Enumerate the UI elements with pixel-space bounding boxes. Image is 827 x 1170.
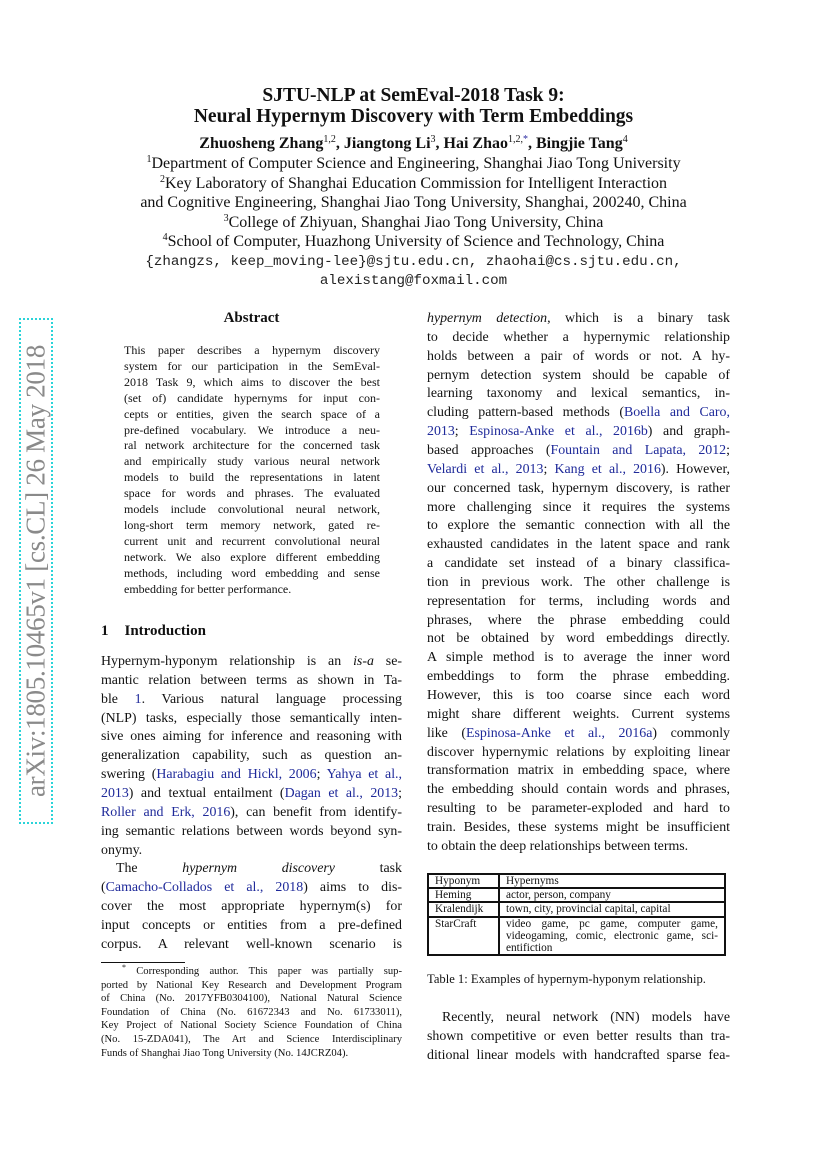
emphasis-text: is-a [353, 654, 374, 669]
citation-link[interactable]: Roller and Erk, 2016 [101, 804, 231, 820]
affiliation-marker: 2 [159, 174, 165, 185]
table-header-cell: Hyponym [428, 874, 499, 888]
body-text-line [427, 310, 730, 329]
table-cell-hyponym: StarCraft [428, 917, 499, 956]
citation-link[interactable]: Yahya et al., [326, 767, 402, 783]
paper-title-line-2: Neural Hypernym Discovery with Term Embeddings [193, 106, 634, 127]
text-run: ) aims to dis- [303, 880, 403, 896]
corresponding-author-marker[interactable]: * [523, 134, 528, 145]
text-run: (NLP) tasks, especially those semantically inten- [101, 710, 402, 726]
citation-link[interactable]: Espinosa-Anke et al., 2016b [469, 424, 648, 440]
body-text-line [101, 898, 402, 917]
table-header-cell: Hypernyms [499, 874, 725, 888]
affiliation-text: Key Laboratory of Shanghai Education Commission for Intelligent Interaction [164, 175, 668, 192]
footnote-line: of China (No. 2017YFB0304100), National Natural Science [101, 993, 402, 1005]
abstract-line: system for our participation in the SemEval- [124, 358, 380, 373]
body-text-line [427, 762, 730, 781]
body-text-line [427, 630, 730, 649]
body-text-line [101, 804, 402, 823]
author-list [0, 135, 827, 153]
text-run: to decide whether a hypernymic relationship [427, 329, 730, 345]
body-text-line [427, 706, 730, 725]
section-title: Introduction [124, 623, 206, 639]
body-text-line [427, 499, 730, 518]
abstract-line: long-short term memory network, gated re- [124, 517, 380, 532]
body-text-line [427, 668, 730, 687]
text-run: The [116, 861, 183, 877]
affiliation-line [0, 214, 827, 232]
emphasis-text: hypernym detection [427, 311, 548, 326]
affiliation-text: School of Computer, Huazhong University of Science and Technology, China [167, 233, 665, 250]
abstract-line: space for words and phrases. The evaluated [124, 486, 380, 501]
text-run: ( [101, 880, 106, 896]
body-text-line [427, 687, 730, 706]
text-run: ing semantic relations between words beyond syn- [101, 823, 402, 839]
affiliation-marker: 4 [162, 232, 168, 243]
text-run: exhausted candidates in the latent space and rank [427, 537, 730, 553]
text-run: Hypernym-hyponym relationship is an [101, 654, 354, 669]
citation-link[interactable]: Harabagiu and Hickl, 2006 [156, 767, 317, 783]
email-line-1: {zhangzs, keep_moving-lee}@sjtu.edu.cn, zhaohai@cs.sjtu.edu.cn, [145, 254, 682, 270]
table-row [428, 888, 725, 902]
text-run: transformation matrix in embedding space, where [427, 763, 730, 779]
text-run: like ( [427, 725, 466, 741]
body-text-line [427, 819, 730, 838]
author-separator: , [435, 135, 444, 152]
text-run: phrases, where the phrase embedding could [427, 612, 730, 628]
body-text-line [101, 860, 402, 879]
affiliation-line [0, 194, 827, 212]
text-run: pernym detection system should be capable of [427, 367, 730, 383]
text-run: A simple method is to average the inner word [427, 650, 730, 666]
affiliation-marker: 1 [146, 154, 152, 165]
body-text-line [427, 404, 730, 423]
body-text-line [427, 536, 730, 555]
text-run: se- [373, 654, 403, 669]
body-text-line [427, 649, 730, 668]
text-run: resulting to be parameter-exploded and hard to [427, 801, 730, 817]
table-row [428, 902, 725, 916]
body-text-line [427, 348, 730, 367]
text-run: ) commonly [652, 725, 730, 741]
body-text-line [427, 1028, 730, 1047]
text-run: sive ones aiming for inference and reasoning with [101, 729, 402, 745]
text-run: mantic relation between terms as shown in Ta- [101, 672, 402, 688]
abstract-line: cepts or entities, given the search space of a [124, 406, 380, 421]
table-cell-hypernyms-text: video game, pc game, computer game, videogaming, comic, electronic game, sci-entifiction [506, 917, 718, 955]
text-run [237, 861, 282, 876]
affiliation-line [0, 155, 827, 173]
footnote-text: Corresponding author. This paper was partially sup- [126, 966, 402, 977]
table-cell-hypernyms: town, city, provincial capital, capital [499, 902, 725, 916]
text-run: However, this is too coarse since each word [427, 688, 730, 703]
text-run: ditional linear models with handcrafted sparse fea- [427, 1047, 730, 1063]
text-run: ; [454, 424, 470, 440]
hypernym-table [427, 873, 726, 956]
author-affiliation-marker: 1,2,* [508, 134, 528, 145]
body-text-line [101, 917, 402, 936]
body-text-line [427, 838, 730, 857]
table-caption: Table 1: Examples of hypernym-hyponym relationship. [427, 972, 706, 986]
abstract-line: current unit and recurrent convolutional neural [124, 533, 380, 548]
body-text-line [427, 442, 730, 461]
body-text-line [427, 593, 730, 612]
body-text-line [101, 710, 402, 729]
text-run: a candidate set instead of a binary classifica- [427, 556, 730, 572]
body-text-line [427, 423, 730, 442]
author-name: Bingjie Tang [536, 135, 623, 152]
text-run: ) and textual entailment ( [128, 785, 285, 801]
text-run: based approaches ( [427, 442, 551, 458]
citation-link[interactable]: 1 [134, 691, 142, 707]
arxiv-stamp-text: arXiv:1805.10465v1 [cs.CL] 26 May 2018 [20, 344, 51, 798]
body-text-line [101, 823, 402, 842]
body-text-line [427, 329, 730, 348]
abstract-line: models to build the representations in latent [124, 470, 380, 485]
text-run: ; [543, 461, 555, 477]
footnote-line: (No. 15-ZDA041), The Art and Science Interdisciplinary [101, 1034, 402, 1045]
text-run: , which is a binary task [547, 311, 731, 326]
text-run: tion in previous work. The other challenge is [427, 574, 730, 590]
footnote-rule [101, 962, 185, 963]
affiliation-line [0, 233, 827, 251]
body-text-line [427, 461, 730, 480]
text-run: task [334, 861, 402, 877]
author-affiliation-marker: 1,2 [323, 134, 336, 145]
text-run: ). However, [660, 461, 730, 477]
text-run: cover the most appropriate hypernym(s) for [101, 899, 402, 915]
section-heading-introduction [101, 623, 206, 640]
footnote-line: ported by National Key Research and Development Program [101, 979, 402, 991]
body-text-line [427, 800, 730, 819]
abstract-line: embedding for better performance. [124, 581, 292, 596]
body-text-line [427, 367, 730, 386]
body-text-line [427, 574, 730, 593]
text-run: cluding pattern-based methods ( [427, 405, 624, 421]
emphasis-text: hypernym [182, 861, 238, 877]
citation-link[interactable]: 2013 [427, 424, 455, 440]
affiliation-text: College of Zhiyuan, Shanghai Jiao Tong University, China [228, 214, 604, 231]
email-line-2: alexistang@foxmail.com [319, 273, 508, 289]
table-cell-hyponym: Kralendijk [428, 902, 499, 916]
text-run: might share different weights. Current systems [427, 706, 730, 722]
footnote-line: Key Project of National Society Science Foundation of China [101, 1020, 402, 1032]
body-text-line [101, 672, 402, 691]
body-text-line [427, 612, 730, 631]
text-run: discover hypernymic relations by exploiting linear [427, 744, 730, 760]
text-run: the embedding should contain words and phrases, [427, 782, 730, 798]
text-run: learning taxonomy and lexical semantics, in- [427, 386, 730, 402]
text-run: to obtain the deep relationships between terms. [427, 838, 689, 854]
author-name: Zhuosheng Zhang [199, 135, 324, 152]
body-text-line [427, 1009, 730, 1028]
table-cell-hyponym: Heming [428, 888, 499, 902]
citation-link[interactable]: Velardi et al., 2013 [427, 461, 544, 477]
citation-link[interactable]: Camacho-Collados et al., 2018 [105, 880, 304, 896]
body-text-line [101, 879, 402, 898]
text-run: more challenging since it requires the systems [427, 499, 730, 515]
text-run: . Various natural language processing [141, 691, 402, 707]
affiliation-text: Department of Computer Science and Engineering, Shanghai Jiao Tong University [151, 155, 681, 172]
author-separator: , [335, 135, 344, 152]
text-run: ; [726, 442, 730, 458]
body-text-line [101, 691, 402, 710]
body-text-line [427, 385, 730, 404]
body-text-line [427, 555, 730, 574]
abstract-line: ral network architecture for the concerned task [124, 438, 380, 453]
arxiv-stamp [19, 318, 53, 824]
author-affiliation-marker: 4 [622, 134, 628, 145]
text-run: corpus. A relevant well-known scenario is [101, 936, 402, 952]
author-name: Jiangtong Li [343, 135, 431, 152]
text-run: swering ( [101, 767, 157, 783]
text-run: holds between a pair of words or not. A hy- [427, 348, 730, 364]
text-run: ), can benefit from identify- [230, 804, 402, 820]
text-run: not be obtained by word embeddings directly. [427, 631, 730, 647]
body-text-line [101, 747, 402, 766]
text-run: to explore the semantic connection with all the [427, 518, 730, 534]
abstract-line: (set of) candidate hypernyms for input con- [124, 390, 380, 405]
author-name: Hai Zhao [443, 135, 508, 152]
abstract-line: network. We also explore different embedding [124, 549, 380, 564]
text-run: ) and graph- [647, 424, 730, 440]
text-run: train. Besides, these systems might be insufficient [427, 819, 730, 835]
citation-link[interactable]: Espinosa-Anke et al., 2016a [466, 725, 653, 741]
abstract-line: and empirically study various neural network [124, 454, 380, 469]
citation-link[interactable]: Fountain and Lapata, 2012 [550, 442, 727, 458]
footnote-marker: * [122, 963, 126, 972]
body-text-line [427, 725, 730, 744]
author-affiliation-marker: 3 [430, 134, 436, 145]
table-row [428, 917, 725, 956]
abstract-line: 2018 Task 9, which aims to discover the best [124, 374, 380, 389]
affiliation-text: and Cognitive Engineering, Shanghai Jiao Tong University, Shanghai, 200240, China [140, 194, 687, 211]
emphasis-text: discovery [281, 861, 335, 877]
footnote-line [101, 965, 402, 978]
text-run: embeddings to form the phrase embedding. [427, 669, 730, 685]
table-cell-hypernyms [499, 917, 725, 956]
text-run: shown competitive or even better results than tra- [427, 1028, 730, 1044]
body-text-line [101, 766, 402, 785]
text-run: ; [316, 767, 327, 783]
body-text-line [427, 517, 730, 536]
body-text-line [101, 728, 402, 747]
footnote-line: Foundation of China (No. 61672343 and No. 61733011), [101, 1006, 402, 1018]
abstract-heading: Abstract [223, 310, 280, 326]
abstract-line: pre-defined vocabulary. We introduce a neu- [124, 422, 380, 437]
paper-title-line-1: SJTU-NLP at SemEval-2018 Task 9: [262, 85, 565, 106]
abstract-line: This paper describes a hypernym discovery [124, 343, 380, 357]
text-run: input concepts or entities from a pre-defined [101, 917, 402, 933]
text-run: onymy. [101, 842, 143, 858]
body-text-line [427, 480, 730, 499]
text-run: Recently, neural network (NN) models have [442, 1010, 730, 1025]
body-text-line [427, 1047, 730, 1066]
abstract-line: models include convolutional neural network, [124, 502, 380, 516]
table-header-row [428, 874, 725, 888]
affiliation-line [0, 175, 827, 193]
body-text-line [101, 785, 402, 804]
body-text-line [427, 744, 730, 763]
text-run: ble [101, 691, 135, 707]
abstract-line: methods, including word embedding and sense [124, 565, 380, 580]
body-text-line [427, 781, 730, 800]
citation-link[interactable]: 2013 [101, 785, 129, 801]
section-number: 1 [101, 623, 109, 639]
text-run: our concerned task, hypernym discovery, is rather [427, 480, 730, 496]
text-run: ; [398, 785, 402, 801]
table-cell-hypernyms: actor, person, company [499, 888, 725, 902]
text-run: representation for terms, including words and [427, 593, 730, 609]
citation-link[interactable]: Boella and Caro, [623, 405, 730, 421]
text-run: generalization capability, such as question an- [101, 748, 402, 764]
affiliation-marker: 3 [223, 213, 229, 224]
citation-link[interactable]: Kang et al., 2016 [554, 461, 661, 477]
citation-link[interactable]: Dagan et al., 2013 [284, 785, 399, 801]
body-text-line [101, 653, 402, 672]
footnote-line: Funds of Shanghai Jiao Tong University (No. 14JCRZ04). [101, 1047, 349, 1059]
body-text-line [101, 842, 402, 861]
author-separator: , [528, 135, 536, 152]
body-text-line [101, 936, 402, 955]
